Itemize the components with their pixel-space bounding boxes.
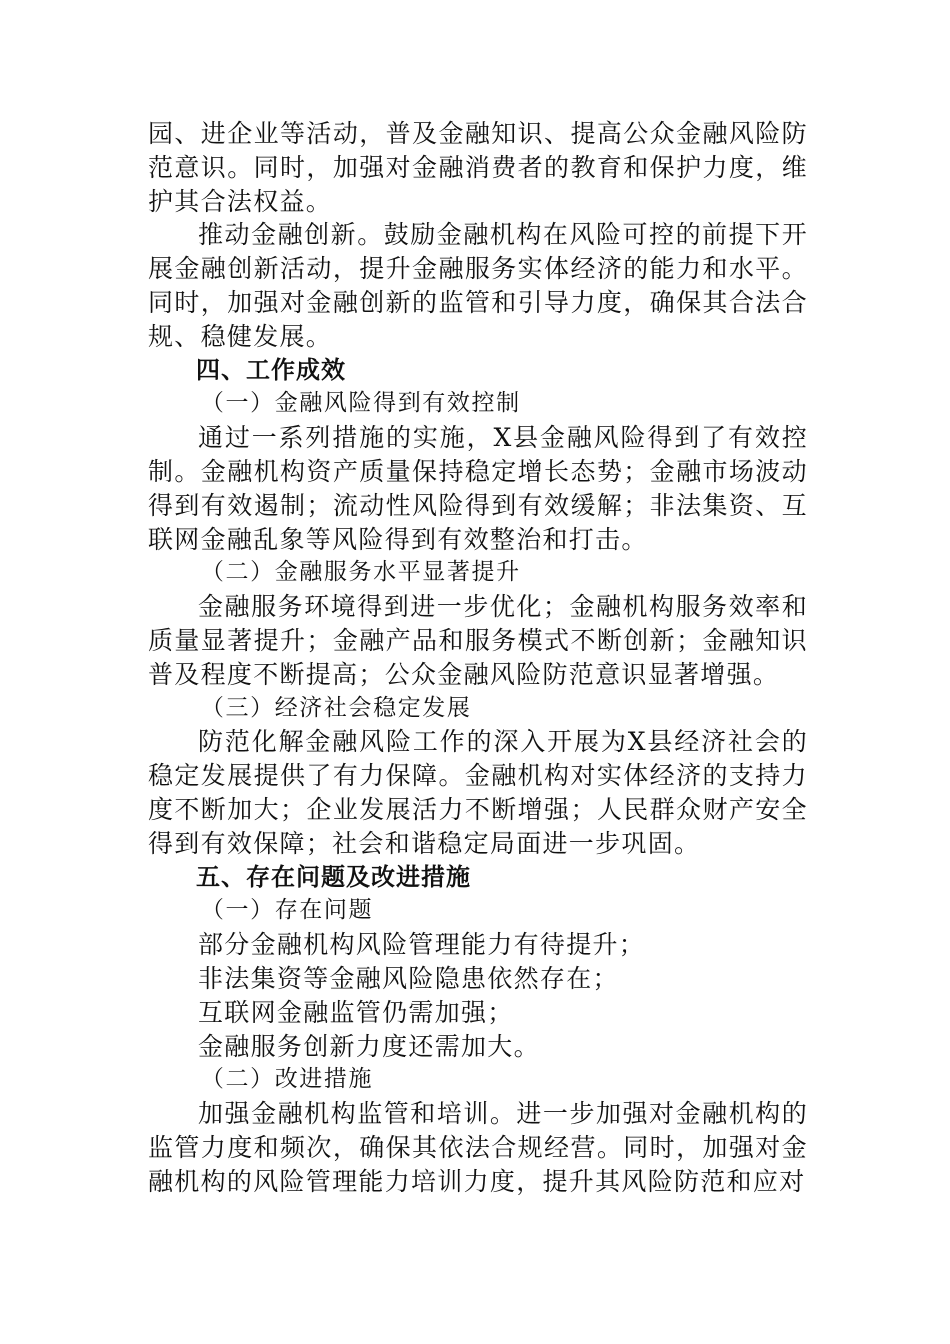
paragraph-stable-development: 防范化解金融风险工作的深入开展为X县经济社会的稳定发展提供了有力保障。金融机构对实体经济的支持力度不断加大；企业发展活力不断增强；人民群众财产安全得到有效保障；社会和谐稳定局面进一步巩固。 [148, 727, 808, 858]
paragraph-risk-controlled: 通过一系列措施的实施，X县金融风险得到了有效控制。金融机构资产质量保持稳定增长态势；金融市场波动得到有效遏制；流动性风险得到有效缓解；非法集资、互联网金融乱象等风险得到有效整治和打击。 [148, 423, 808, 554]
section-heading-problems: 五、存在问题及改进措施 [196, 862, 471, 891]
list-item: 互联网金融监管仍需加强； [198, 997, 514, 1027]
paragraph-promote-innovation: 推动金融创新。鼓励金融机构在风险可控的前提下开展金融创新活动，提升金融服务实体经济的能力和水平。同时，加强对金融创新的监管和引导力度，确保其合法合规、稳健发展。 [148, 220, 808, 351]
subheading-service-improved: （二）金融服务水平显著提升 [200, 559, 521, 586]
list-item: 非法集资等金融风险隐患依然存在； [198, 963, 619, 993]
document-page [148, 117, 808, 1199]
list-item: 金融服务创新力度还需加大。 [198, 1031, 540, 1061]
subheading-stable-development: （三）经济社会稳定发展 [200, 694, 472, 721]
paragraph-continued: 园、进企业等活动，普及金融知识、提高公众金融风险防范意识。同时，加强对金融消费者的教育和保护力度，维护其合法权益。 [148, 119, 808, 216]
list-item: 部分金融机构风险管理能力有待提升； [198, 930, 646, 960]
paragraph-improvements: 加强金融机构监管和培训。进一步加强对金融机构的监管力度和频次，确保其依法合规经营。同时，加强对金融机构的风险管理能力培训力度，提升其风险防范和应对 [148, 1099, 808, 1196]
paragraph-service-improved: 金融服务环境得到进一步优化；金融机构服务效率和质量显著提升；金融产品和服务模式不断创新；金融知识普及程度不断提高；公众金融风险防范意识显著增强。 [148, 592, 808, 689]
subheading-improvements: （二）改进措施 [200, 1066, 374, 1093]
subheading-existing-problems: （一）存在问题 [200, 897, 374, 924]
subheading-risk-controlled: （一）金融风险得到有效控制 [200, 390, 521, 417]
section-heading-results: 四、工作成效 [196, 355, 346, 384]
